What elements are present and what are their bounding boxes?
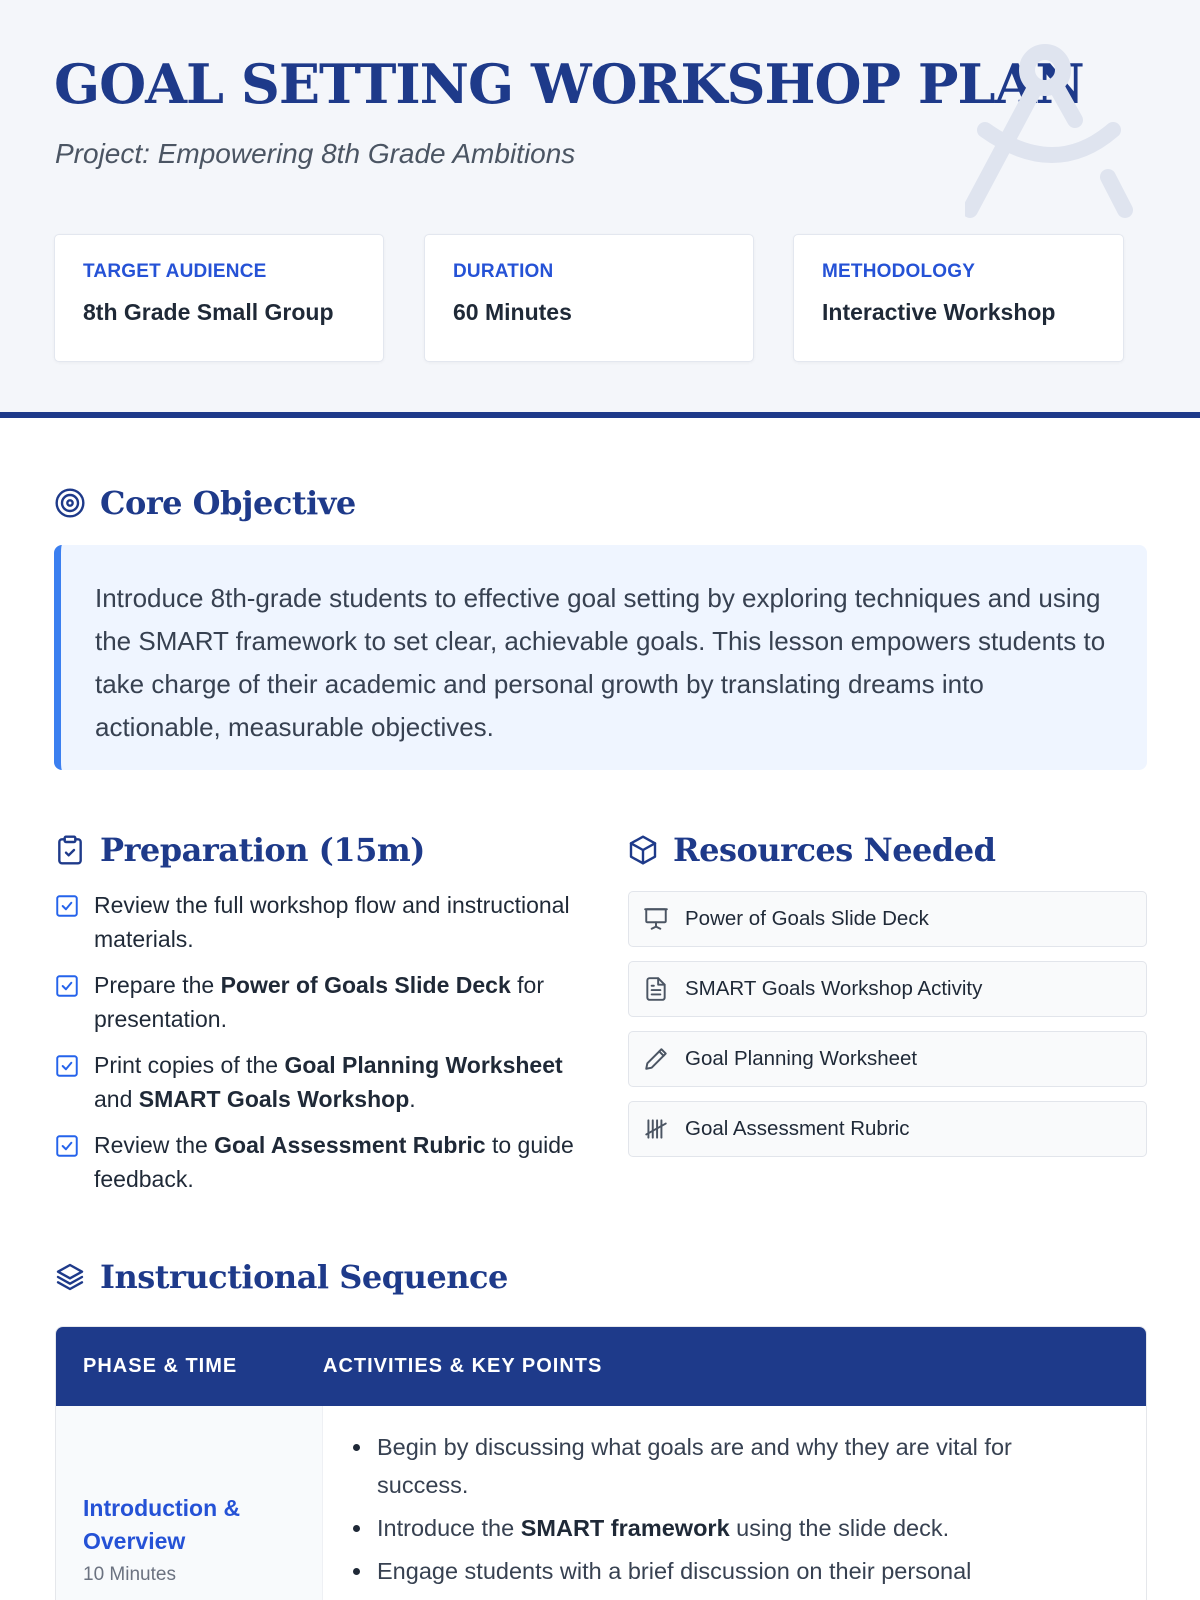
text-segment: Begin by discussing what goals are and why they are vital for success. [377, 1434, 1012, 1498]
preparation-item-text [94, 1048, 584, 1116]
page-subtitle: Project: Empowering 8th Grade Ambitions [55, 138, 576, 169]
activities-list [350, 1428, 1106, 1590]
resource-item [628, 1101, 1147, 1157]
bold-text: Power of Goals Slide Deck [220, 972, 511, 998]
column-header-activities: ACTIVITIES & KEY POINTS [323, 1355, 603, 1377]
resources-list [628, 891, 1147, 1171]
info-value: 8th Grade Small Group [83, 299, 334, 325]
square-check-icon [54, 973, 80, 999]
resource-item [628, 891, 1147, 947]
phase-name: Introduction & Overview [83, 1495, 241, 1554]
compass-drafting-icon [965, 40, 1165, 230]
resource-item [628, 1031, 1147, 1087]
info-card-duration [424, 234, 754, 362]
file-text-icon [643, 976, 669, 1002]
text-segment: and [94, 1086, 139, 1112]
target-icon [54, 487, 86, 519]
section-preparation-heading [54, 831, 425, 869]
page-title: GOAL SETTING WORKSHOP PLAN [54, 52, 1084, 116]
layers-icon [54, 1261, 86, 1293]
clipboard-check-icon [54, 834, 86, 866]
text-segment: Review the full workshop flow and instructional materials. [94, 892, 570, 952]
info-card-methodology [793, 234, 1124, 362]
section-sequence-heading [54, 1258, 508, 1296]
info-label: TARGET AUDIENCE [83, 261, 267, 282]
bold-text: Goal Assessment Rubric [214, 1132, 486, 1158]
text-segment: Print copies of the [94, 1052, 285, 1078]
column-header-phase: PHASE & TIME [83, 1355, 238, 1377]
text-segment: to guide feedback. [94, 1132, 574, 1192]
preparation-list [54, 888, 584, 1208]
bold-text: SMART Goals Workshop [138, 1086, 410, 1112]
pencil-icon [643, 1046, 669, 1072]
resource-label: Goal Planning Worksheet [685, 1047, 918, 1070]
objective-callout: Introduce 8th-grade students to effective goal setting by exploring techniques and using the SMART framework to set clear, achievable goals. This lesson empowers students to take charge of their academic and personal growth by translating dreams into actionable, measurable objectives. [54, 545, 1147, 770]
section-title: Core Objective [100, 484, 356, 522]
resource-label: SMART Goals Workshop Activity [685, 977, 983, 1000]
text-segment: using the slide deck. [729, 1515, 950, 1541]
activities-cell [323, 1406, 1146, 1600]
bold-text: Goal Planning Worksheet [284, 1052, 563, 1078]
section-resources-heading [627, 831, 996, 869]
text-segment: Engage students with a brief discussion on their personal [377, 1558, 972, 1584]
preparation-item [54, 968, 584, 1036]
activity-item [350, 1428, 1106, 1504]
bold-text: SMART framework [520, 1515, 730, 1541]
section-title: Instructional Sequence [100, 1258, 508, 1296]
square-check-icon [54, 893, 80, 919]
section-title: Preparation (15m) [100, 831, 425, 869]
phase-time: 10 Minutes [83, 1564, 176, 1585]
info-label: METHODOLOGY [822, 261, 976, 282]
phase-cell [56, 1406, 323, 1600]
text-segment: Review the [94, 1132, 215, 1158]
info-value: 60 Minutes [453, 299, 572, 325]
text-segment: . [409, 1086, 416, 1112]
text-segment: Introduce the [377, 1515, 521, 1541]
preparation-item [54, 1128, 584, 1196]
resource-label: Power of Goals Slide Deck [685, 907, 929, 930]
presentation-icon [643, 906, 669, 932]
preparation-item [54, 888, 584, 956]
section-title: Resources Needed [673, 831, 996, 869]
header [0, 0, 1200, 418]
info-card-target-audience [54, 234, 384, 362]
info-label: DURATION [453, 261, 554, 282]
section-core-objective-heading [54, 484, 356, 522]
info-value: Interactive Workshop [822, 299, 1056, 325]
square-check-icon [54, 1053, 80, 1079]
preparation-item-text [94, 1128, 584, 1196]
tally-icon [643, 1116, 669, 1142]
preparation-item [54, 1048, 584, 1116]
sequence-table [55, 1326, 1147, 1600]
preparation-item-text [94, 888, 584, 956]
preparation-item-text [94, 968, 584, 1036]
text-segment: Prepare the [94, 972, 221, 998]
resource-item [628, 961, 1147, 1017]
activity-item [350, 1509, 1106, 1547]
table-row [56, 1406, 1146, 1600]
square-check-icon [54, 1133, 80, 1159]
box-icon [627, 834, 659, 866]
resource-label: Goal Assessment Rubric [685, 1117, 910, 1140]
activity-item [350, 1552, 1106, 1590]
table-header [56, 1327, 1146, 1406]
text-segment: for presentation. [94, 972, 544, 1032]
